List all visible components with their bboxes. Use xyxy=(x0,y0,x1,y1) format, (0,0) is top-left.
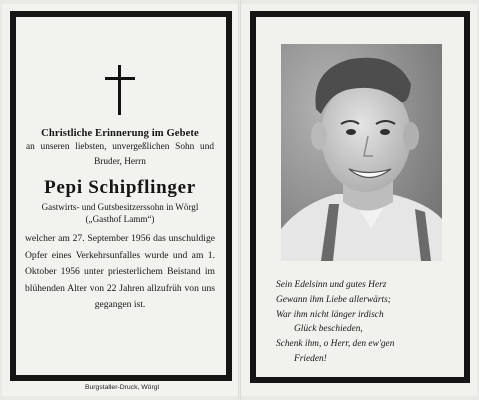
dedication-line: an unseren liebsten, unvergeßlichen Sohn und Bruder, Herrn xyxy=(26,142,214,167)
inn-name: („Gasthof Lamm“) xyxy=(85,214,155,224)
verse-line: Sein Edelsinn und gutes Herz xyxy=(276,280,387,290)
portrait-photo xyxy=(281,44,442,261)
verse-line: War ihm nicht länger irdisch xyxy=(276,309,384,320)
obituary-text xyxy=(26,128,214,314)
cross-icon xyxy=(105,65,135,115)
remembrance-heading: Christliche Erinnerung im Gebete xyxy=(41,128,199,139)
occupation-line: Gastwirts- und Gutsbesitzerssohn in Wörgl xyxy=(41,202,199,212)
memorial-verse xyxy=(276,278,451,367)
verse-line: Gewann ihm Liebe allerwärts; xyxy=(276,294,391,305)
verse-line: Glück beschieden, xyxy=(294,324,363,335)
card-fold xyxy=(238,0,241,400)
verse-line: Frieden! xyxy=(294,353,327,364)
verse-line: Schenk ihm, o Herr, den ew'gen xyxy=(276,339,395,350)
printer-imprint: Burgstaller-Druck, Wörgl xyxy=(84,384,160,391)
deceased-name: Pepi Schipflinger xyxy=(44,177,196,198)
death-details: welcher am 27. September 1956 das unschuldige Opfer eines Verkehrsunfalles wurde und am 1. Oktober 1956 unter priesterlichem Beistand im blühenden Alter von 22 Jahren allzufrüh von uns gegangen ist. xyxy=(25,233,215,310)
